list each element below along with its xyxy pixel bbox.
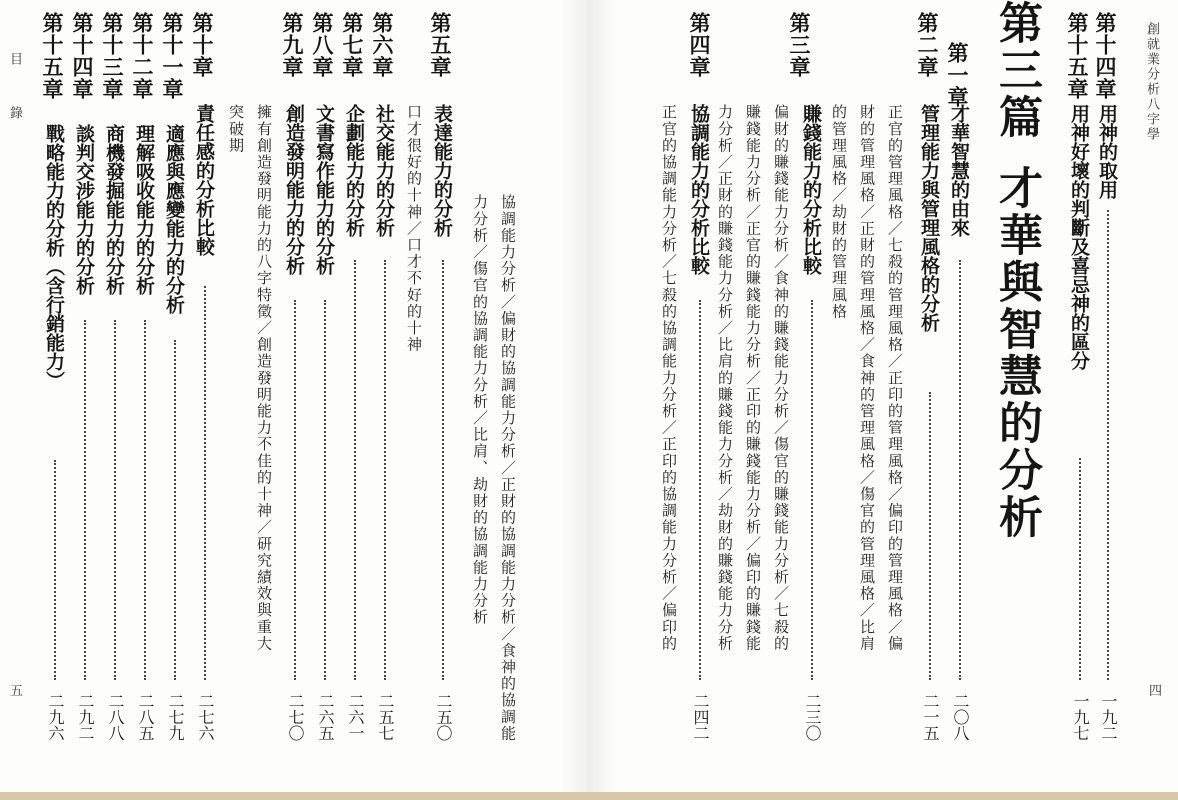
- chapter-label: 第十五章: [40, 12, 65, 100]
- subtopic-line: 擁有創造發明能力的八字特徵／創造發明能力不佳的十神／研究績效與重大: [255, 104, 273, 652]
- page-ref: 二八八: [106, 693, 125, 741]
- subtopic-line: 偏財的賺錢能力分析／食神的賺錢能力分析／傷官的賺錢能力分析／七殺的: [772, 104, 790, 652]
- chapter-label: 第八章: [310, 12, 335, 78]
- chapter-label: 第六章: [370, 12, 395, 78]
- left-page: [0, 0, 589, 792]
- leader-dots: [174, 340, 176, 680]
- chapter-title: 賺錢能力的分析比較: [800, 104, 822, 275]
- subtopic-line: 賺錢能力分析／正官的賺錢能力分析／正印的賺錢能力分析／偏印的賺錢能: [744, 104, 762, 652]
- chapter-title: 責任感的分析比較: [193, 104, 215, 256]
- chapter-title: 才華智慧的由來: [948, 104, 970, 237]
- chapter-label: 第七章: [340, 12, 365, 78]
- leader-dots: [84, 320, 86, 680]
- leader-dots: [324, 300, 326, 680]
- page-ref: 二六五: [316, 693, 335, 741]
- page-ref: 一九七: [1071, 693, 1090, 741]
- page-ref: 一九二: [1099, 693, 1118, 741]
- subtopic-line: 協調能力分析／偏財的協調能力分析／正財的協調能力分析／食神的協調能: [499, 194, 517, 742]
- page-ref: 二〇八: [951, 693, 970, 741]
- page-number: 五: [10, 684, 24, 699]
- chapter-title: 創造發明能力的分析: [283, 104, 305, 275]
- page-number: 四: [1149, 684, 1163, 699]
- chapter-title: 用神好壞的判斷及喜忌神的區分: [1068, 104, 1090, 370]
- chapter-title: 社交能力的分析: [373, 104, 395, 237]
- chapter-label: 第四章: [687, 12, 712, 78]
- page-ref: 二五七: [376, 693, 395, 741]
- subtopic-line: 力分析／傷官的協調能力分析／比肩、劫財的協調能力分析: [471, 194, 489, 626]
- leader-dots: [1107, 210, 1109, 680]
- chapter-label: 第十四章: [1093, 12, 1118, 100]
- leader-dots: [699, 300, 701, 680]
- page-ref: 二九二: [76, 693, 95, 741]
- chapter-label: 第十二章: [130, 12, 155, 100]
- leader-dots: [959, 260, 961, 680]
- chapter-title: 適應與應變能力的分析: [163, 124, 185, 314]
- subtopic-line: 正官的協調能力分析／七殺的協調能力分析／正印的協調能力分析／偏印的: [660, 104, 678, 652]
- part-label: 第三篇: [991, 0, 1042, 141]
- chapter-label: 第二章: [915, 12, 940, 78]
- subtopic-line: 力分析／正財的賺錢能力分析／比肩的賺錢能力分析／劫財的賺錢能力分析: [716, 104, 734, 652]
- chapter-title: 用神的取用: [1096, 104, 1118, 199]
- subtopic-line: 突破期: [227, 104, 245, 154]
- page-ref: 二六一: [346, 693, 365, 741]
- page-ref: 二七九: [166, 693, 185, 741]
- running-header: 目 錄: [7, 52, 22, 133]
- chapter-title: 管理能力與管理風格的分析: [918, 104, 940, 332]
- leader-dots: [384, 260, 386, 680]
- chapter-title: 理解吸收能力的分析: [133, 124, 155, 295]
- chapter-title: 協調能力的分析比較: [688, 104, 710, 275]
- chapter-title: 談判交涉能力的分析: [73, 124, 95, 295]
- chapter-label: 第十四章: [70, 12, 95, 100]
- chapter-title: 商機發掘能力的分析: [103, 124, 125, 295]
- leader-dots: [442, 260, 444, 680]
- chapter-title: 戰略能力的分析（含行銷能力）: [43, 124, 65, 390]
- chapter-title: 表達能力的分析: [431, 104, 453, 237]
- leader-dots: [54, 460, 56, 680]
- page-ref: 二五〇: [434, 693, 453, 741]
- leader-dots: [114, 320, 116, 680]
- chapter-label: 第十五章: [1065, 12, 1090, 100]
- page-ref: 二七六: [196, 693, 215, 741]
- chapter-label: 第五章: [428, 12, 453, 78]
- leader-dots: [929, 392, 931, 680]
- running-header: 創就業分析八字學: [1144, 22, 1159, 142]
- page-ref: 二九六: [46, 693, 65, 741]
- leader-dots: [811, 300, 813, 680]
- scan-edge: [0, 792, 1178, 800]
- leader-dots: [354, 260, 356, 680]
- right-page: [589, 0, 1178, 792]
- chapter-title: 企劃能力的分析: [343, 104, 365, 237]
- subtopic-line: 財的管理風格／正財的管理風格／食神的管理風格／傷官的管理風格／比肩: [858, 104, 876, 652]
- page-ref: 二三〇: [803, 693, 822, 741]
- subtopic-line: 的管理風格／劫財的管理風格: [830, 104, 848, 320]
- page-ref: 二七〇: [286, 693, 305, 741]
- chapter-label: 第十三章: [100, 12, 125, 100]
- page-ref: 二八五: [136, 693, 155, 741]
- leader-dots: [294, 300, 296, 680]
- chapter-label: 第九章: [280, 12, 305, 78]
- leader-dots: [1079, 458, 1081, 680]
- book-gutter: [560, 0, 618, 792]
- leader-dots: [204, 286, 206, 680]
- chapter-title: 文書寫作能力的分析: [313, 104, 335, 275]
- subtopic-line: 口才很好的十神／口才不好的十神: [405, 104, 423, 353]
- subtopic-line: 正官的管理風格／七殺的管理風格／正印的管理風格／偏印的管理風格／偏: [886, 104, 904, 652]
- chapter-label: 第三章: [787, 12, 812, 78]
- chapter-label: 第十一章: [160, 12, 185, 100]
- part-title: 才華與智慧的分析: [991, 165, 1042, 541]
- page-ref: 二四二: [691, 693, 710, 741]
- chapter-label: 第一章: [945, 42, 970, 108]
- page-ref: 二一五: [921, 693, 940, 741]
- leader-dots: [144, 320, 146, 680]
- chapter-label: 第十章: [190, 12, 215, 78]
